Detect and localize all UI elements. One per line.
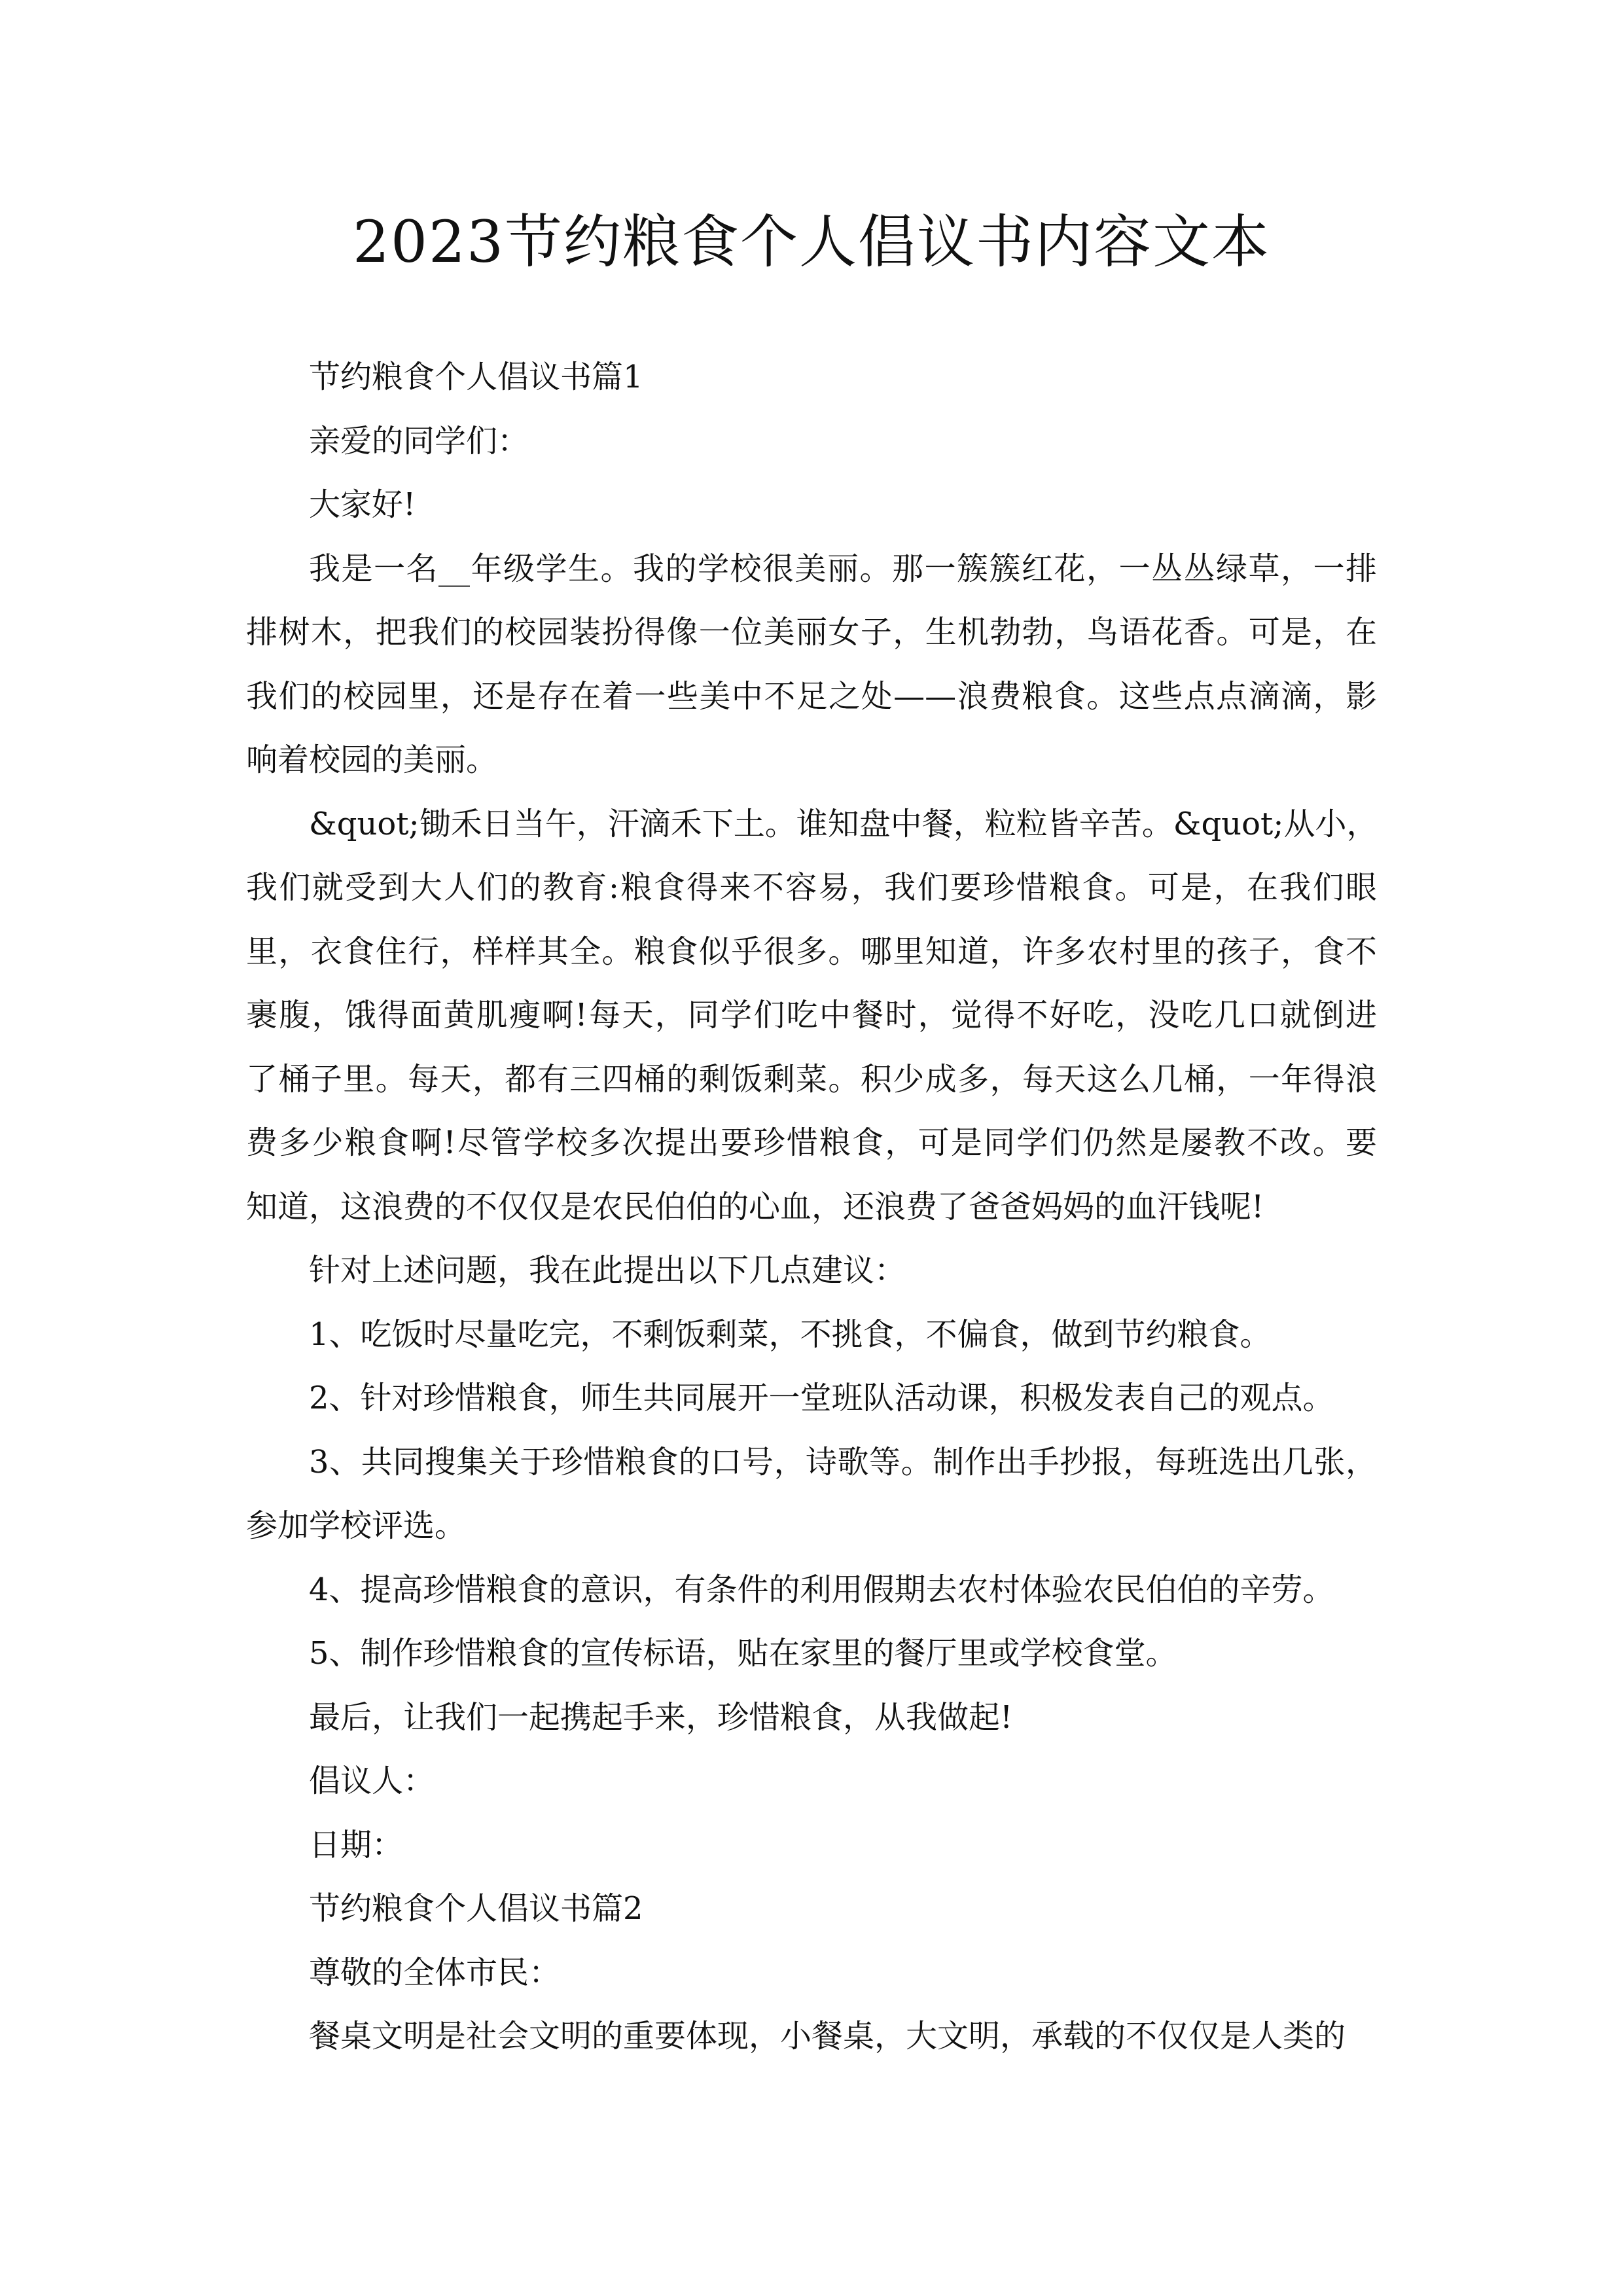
text-line: 我们的校园里，还是存在着一些美中不足之处——浪费粮食。这些点点滴滴，影 bbox=[246, 677, 1377, 715]
text-line: 节约粮食个人倡议书篇1 bbox=[309, 359, 643, 395]
text-line: 里，衣食住行，样样其全。粮食似乎很多。哪里知道，许多农村里的孩子，食不 bbox=[246, 933, 1377, 970]
text-line: 最后，让我们一起携起手来，珍惜粮食，从我做起! bbox=[309, 1698, 1013, 1736]
text-line: 5、制作珍惜粮食的宣传标语，贴在家里的餐厅里或学校食堂。 bbox=[309, 1635, 1177, 1672]
paragraph bbox=[246, 1749, 1377, 1814]
text-line: 排树木，把我们的校园装扮得像一位美丽女子，生机勃勃，鸟语花香。可是，在 bbox=[246, 614, 1377, 651]
document-title: 2023节约粮食个人倡议书内容文本 bbox=[353, 208, 1270, 276]
text-line: 倡议人： bbox=[309, 1763, 435, 1799]
paragraph bbox=[246, 1239, 1377, 1303]
text-line: 3、共同搜集关于珍惜粮食的口号，诗歌等。制作出手抄报，每班选出几张， bbox=[309, 1443, 1377, 1480]
text-line: 餐桌文明是社会文明的重要体现，小餐桌，大文明，承载的不仅仅是人类的 bbox=[309, 2018, 1346, 2054]
paragraph bbox=[246, 410, 1377, 474]
text-line: 尊敬的全体市民： bbox=[309, 1954, 561, 1991]
text-line: 我是一名__年级学生。我的学校很美丽。那一簇簇红花，一丛丛绿草，一排 bbox=[309, 550, 1377, 587]
text-line: 1、吃饭时尽量吃完，不剩饭剩菜，不挑食，不偏食，做到节约粮食。 bbox=[309, 1316, 1272, 1353]
text-line: 响着校园的美丽。 bbox=[246, 742, 498, 778]
document-body bbox=[246, 346, 1377, 2069]
paragraph bbox=[246, 1303, 1377, 1367]
text-line: &quot;锄禾日当午，汗滴禾下土。谁知盘中餐，粒粒皆辛苦。&quot;从小， bbox=[309, 805, 1378, 842]
text-line: 大家好! bbox=[309, 486, 416, 523]
text-line: 我们就受到大人们的教育:粮食得来不容易，我们要珍惜粮食。可是，在我们眼 bbox=[246, 869, 1377, 906]
text-line: 日期： bbox=[309, 1826, 404, 1863]
paragraph bbox=[246, 1431, 1377, 1558]
paragraph bbox=[246, 1558, 1377, 1623]
paragraph bbox=[246, 1941, 1377, 2005]
paragraph bbox=[246, 1686, 1377, 1750]
text-line: 裹腹，饿得面黄肌瘦啊!每天，同学们吃中餐时，觉得不好吃，没吃几口就倒进 bbox=[246, 997, 1377, 1033]
text-line: 了桶子里。每天，都有三四桶的剩饭剩菜。积少成多，每天这么几桶，一年得浪 bbox=[246, 1060, 1377, 1098]
text-line: 2、针对珍惜粮食，师生共同展开一堂班队活动课，积极发表自己的观点。 bbox=[309, 1380, 1334, 1416]
paragraph bbox=[246, 2005, 1377, 2069]
paragraph bbox=[246, 1367, 1377, 1431]
text-line: 针对上述问题，我在此提出以下几点建议： bbox=[309, 1252, 906, 1289]
paragraph bbox=[246, 346, 1377, 410]
paragraph bbox=[246, 1877, 1377, 1941]
text-line: 参加学校评选。 bbox=[246, 1507, 467, 1544]
paragraph bbox=[246, 537, 1377, 793]
paragraph bbox=[246, 1622, 1377, 1686]
paragraph bbox=[246, 473, 1377, 537]
text-line: 知道，这浪费的不仅仅是农民伯伯的心血，还浪费了爸爸妈妈的血汗钱呢! bbox=[246, 1188, 1264, 1225]
text-line: 4、提高珍惜粮食的意识，有条件的利用假期去农村体验农民伯伯的辛劳。 bbox=[309, 1571, 1334, 1608]
text-line: 节约粮食个人倡议书篇2 bbox=[309, 1890, 643, 1927]
paragraph bbox=[246, 793, 1377, 1240]
text-line: 费多少粮食啊!尽管学校多次提出要珍惜粮食，可是同学们仍然是屡教不改。要 bbox=[246, 1124, 1377, 1161]
text-line: 亲爱的同学们： bbox=[309, 422, 529, 459]
paragraph bbox=[246, 1814, 1377, 1878]
